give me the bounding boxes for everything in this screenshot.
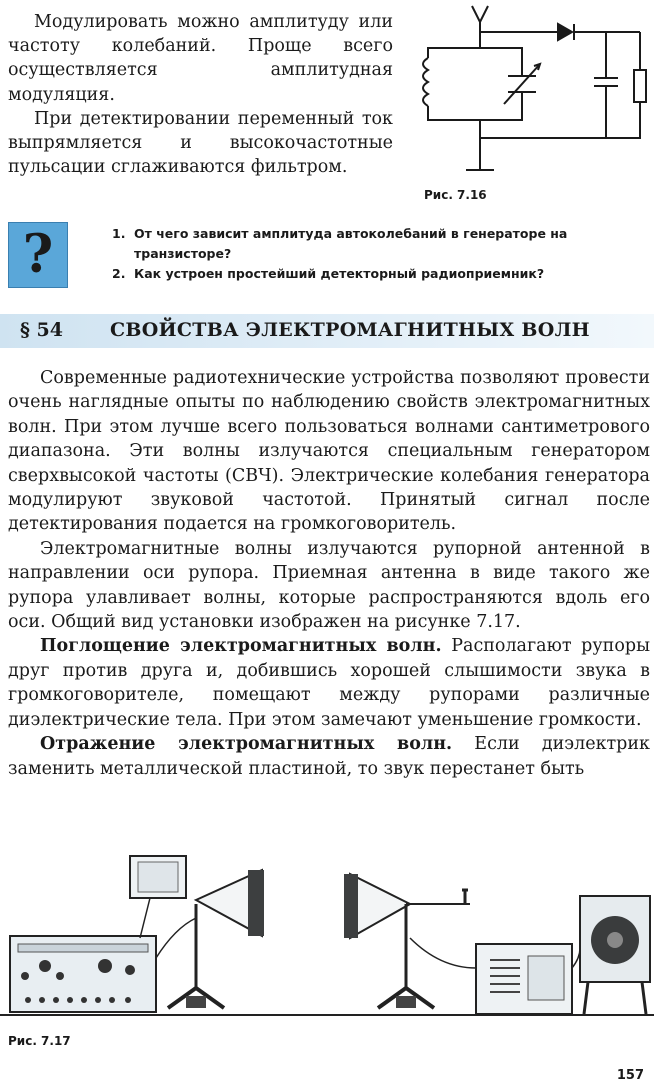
generator-icon bbox=[10, 936, 156, 1012]
paragraph: При детектировании переменный ток выпрямляется и высокочастотные пульсации сглаживаются фильтром. bbox=[8, 108, 393, 178]
question-mark-icon: ? bbox=[22, 224, 54, 285]
antenna-icon bbox=[472, 6, 488, 48]
section-body bbox=[8, 366, 650, 781]
detector-circuit-diagram bbox=[400, 0, 654, 185]
figure-caption: Рис. 7.16 bbox=[424, 188, 487, 202]
figure-caption: Рис. 7.17 bbox=[8, 1034, 71, 1048]
list-item: 1. От чего зависит амплитуда автоколебаний в генераторе на транзисторе? bbox=[112, 226, 568, 261]
loudspeaker-icon bbox=[580, 896, 650, 1014]
microwave-setup-illustration bbox=[0, 848, 654, 1024]
subheading: Поглощение электромагнитных волн. bbox=[40, 636, 442, 657]
section-number: § 54 bbox=[20, 319, 63, 341]
paragraph: Поглощение электромагнитных волн. Располагают рупоры друг против друга и, добившись хорошей слышимости звука в громкоговорителе, помещают между рупорами различные диэлектрические тела. При этом замечают уменьшение громкости. bbox=[8, 636, 650, 730]
receiving-horn-icon bbox=[344, 874, 470, 1008]
paragraph: Электромагнитные волны излучаются рупорной антенной в направлении оси рупора. Приемная антенна в виде такого же рупора улавливает волны, которые распространяются вдоль его оси. Общий вид установки изображен на рисунке 7.17. bbox=[8, 538, 650, 633]
paragraph: Модулировать можно амплитуду или частоту колебаний. Проще всего осуществляется амплитудная модуляция. bbox=[8, 12, 393, 105]
subheading: Отражение электромагнитных волн. bbox=[40, 734, 453, 755]
questions-list bbox=[112, 224, 648, 284]
page-number: 157 bbox=[616, 1068, 644, 1083]
paragraph: Отражение электромагнитных волн. Если диэлектрик заменить металлической пластиной, то звук перестанет быть bbox=[8, 734, 650, 779]
intro-text bbox=[8, 10, 393, 179]
list-item: 2. Как устроен простейший детекторный радиоприемник? bbox=[112, 266, 545, 281]
receiver-icon bbox=[476, 944, 572, 1014]
paragraph: Современные радиотехнические устройства позволяют провести очень наглядные опыты по наблюдению свойств электромагнитных волн. При этом лучше всего пользоваться волнами сантиметрового диапазона. Эти волны излучаются специальным генератором сверхвысокой частоты (СВЧ). Электрические колебания генератора модулируют звуковой частотой. Принятый сигнал после детектирования подается на громкоговоритель. bbox=[8, 368, 650, 535]
section-title: СВОЙСТВА ЭЛЕКТРОМАГНИТНЫХ ВОЛН bbox=[110, 319, 590, 341]
questions-badge bbox=[8, 222, 68, 288]
